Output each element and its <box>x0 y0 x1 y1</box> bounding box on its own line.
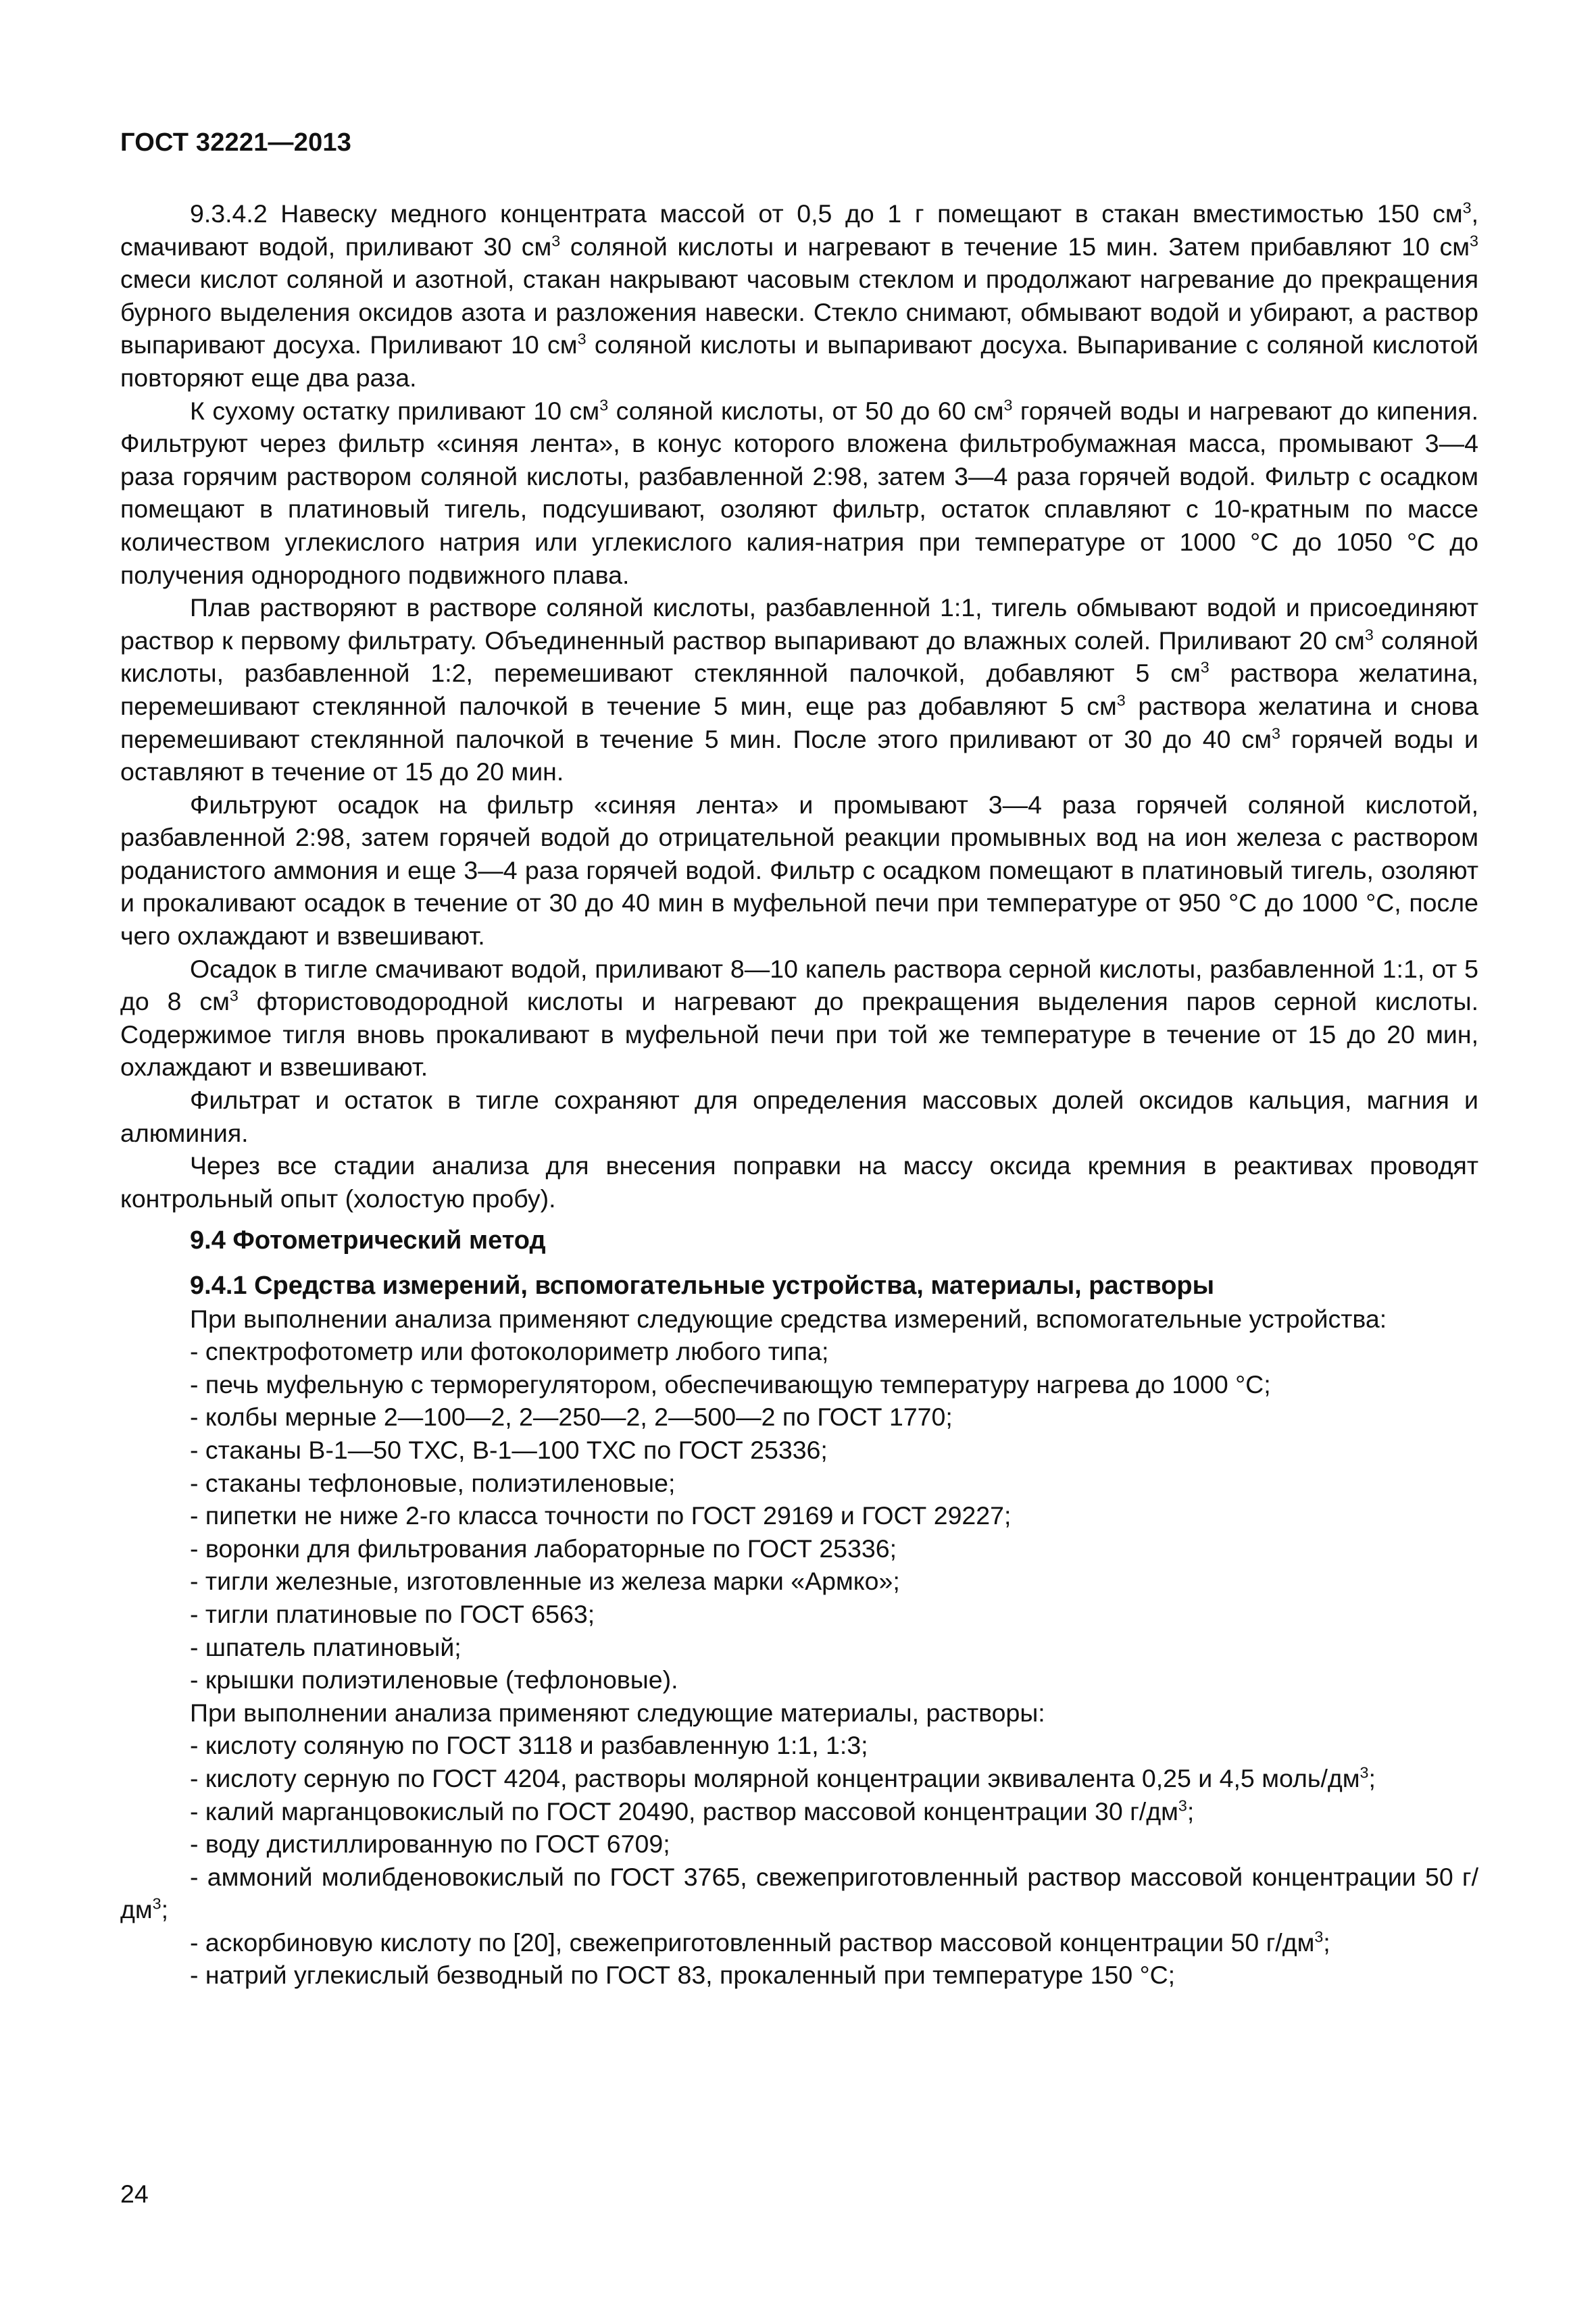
superscript: 3 <box>577 330 587 348</box>
list-item: - тигли платиновые по ГОСТ 6563; <box>190 1599 595 1628</box>
paragraph-dry-residue <box>120 395 1478 592</box>
list-item: - печь муфельную с терморегулятором, обеспечивающую температуру нагрева до 1000 °С; <box>190 1369 1271 1399</box>
text-run: - калий марганцовокислый по ГОСТ 20490, раствор массовой концентрации 30 г/дм <box>190 1796 1178 1826</box>
list-item: - шпатель платиновый; <box>190 1632 462 1661</box>
text-run: горячей воды и нагревают до кипения. Фильтруют через фильтр «синяя лента», в конус которого вложена фильтробумажная масса, промывают 3—4 раза горячим раствором соляной кислоты, разбавленной 2:98, затем 3—4 раза горячей водой. Фильтр с осадком помещают в платиновый тигель, подсушивают, озоляют фильтр, остаток сплавляют с 10-кратным по массе количеством углекислого натрия или углекислого калия-натрия при температуре от 1000 °С до 1050 °С до получения однородного подвижного плава. <box>120 396 1479 589</box>
list-item: - пипетки не ниже 2-го класса точности по ГОСТ 29169 и ГОСТ 29227; <box>190 1501 1012 1530</box>
text-run: фтористоводородной кислоты и нагревают до прекращения выделения паров серной кислоты. Содержимое тигля вновь прокаливают в муфельной печи при той же температуре в течение от 15 до 20 мин, охлаждают и взвешивают. <box>120 987 1478 1082</box>
list-item: - спектрофотометр или фотоколориметр любого типа; <box>190 1337 829 1366</box>
superscript: 3 <box>1360 1763 1369 1782</box>
text-run: 9.3.4.2 Навеску медного концентрата массой от 0,5 до 1 г помещают в стакан вместимостью 150 см <box>190 199 1463 228</box>
text-run: раствора желатина и снова перемешивают стеклянной палочкой в течение 5 мин. После этого приливают от 30 до 40 см <box>120 691 1478 753</box>
paragraph-filtering: Фильтруют осадок на фильтр «синяя лента» и промывают 3—4 раза горячей соляной кислотой, разбавленной 2:98, затем горячей водой до отрицательной реакции промывных вод на ион железа с раствором роданистого аммония и еще 3—4 раза горячей водой. Фильтр с осадком помещают в платиновый тигель, озоляют и прокаливают осадок в течение от 30 до 40 мин в муфельной печи при температуре от 950 °С до 1000 °С, после чего охлаждают и взвешивают. <box>120 790 1478 951</box>
superscript: 3 <box>152 1894 161 1913</box>
list-item: - кислоту соляную по ГОСТ 3118 и разбавленную 1:1, 1:3; <box>190 1731 868 1760</box>
text-run: соляной кислоты, от 50 до 60 см <box>608 396 1004 425</box>
list-item: - стаканы тефлоновые, полиэтиленовые; <box>190 1468 676 1497</box>
text-run: раствора желатина, перемешивают стеклянной палочкой в течение 5 мин, еще раз добавляют 5 см <box>120 659 1478 720</box>
list-item <box>120 1926 1478 1959</box>
text-run: Осадок в тигле смачивают водой, приливают 8—10 капель раствора серной кислоты, разбавленной 1:1, от 5 до 8 см <box>120 954 1478 1016</box>
page-number: 24 <box>120 2180 149 2208</box>
text-run: Плав растворяют в растворе соляной кислоты, разбавленной 1:1, тигель обмывают водой и присоединяют раствор к первому фильтрату. Объединенный раствор выпаривают до влажных солей. Приливают 20 см <box>120 593 1478 655</box>
superscript: 3 <box>1116 691 1126 709</box>
text-run: горячей воды и оставляют в течение от 15 до 20 мин. <box>120 724 1478 786</box>
list-item <box>120 1795 1478 1828</box>
list-item: - крышки полиэтиленовые (тефлоновые). <box>190 1665 678 1694</box>
superscript: 3 <box>1178 1796 1187 1814</box>
list-item <box>120 1762 1478 1795</box>
superscript: 3 <box>1470 232 1478 250</box>
superscript: 3 <box>1314 1928 1324 1946</box>
list-item: - натрий углекислый безводный по ГОСТ 83, прокаленный при температуре 150 °С; <box>190 1961 1176 1990</box>
text-run: смеси кислот соляной и азотной, стакан накрывают часовым стеклом и продолжают нагревание до прекращения бурного выделения оксидов азота и разложения навески. Стекло снимают, обмывают водой и убирают, а раствор выпаривают досуха. Приливают 10 см <box>120 265 1478 359</box>
intro-devices: При выполнении анализа применяют следующие средства измерений, вспомогательные устройства: <box>190 1304 1387 1333</box>
superscript: 3 <box>1462 199 1472 217</box>
superscript: 3 <box>1271 724 1280 742</box>
list-item: - колбы мерные 2—100—2, 2—250—2, 2—500—2 по ГОСТ 1770; <box>190 1403 953 1432</box>
text-run: , смачивают водой, приливают 30 см <box>120 199 1478 261</box>
text-run: соляной кислоты и выпаривают досуха. Выпаривание с соляной кислотой повторяют еще два раза. <box>120 330 1478 392</box>
intro-materials: При выполнении анализа применяют следующие материалы, растворы: <box>190 1698 1045 1727</box>
superscript: 3 <box>1200 658 1210 676</box>
text-run: ; <box>161 1895 169 1924</box>
superscript: 3 <box>599 396 609 414</box>
text-run: - аммоний молибденовокислый по ГОСТ 3765, свежеприготовленный раствор массовой концентрации 50 г/дм <box>120 1862 1478 1924</box>
list-item <box>120 1861 1478 1926</box>
paragraph-filtrate: Фильтрат и остаток в тигле сохраняют для определения массовых долей оксидов кальция, магния и алюминия. <box>120 1086 1478 1147</box>
list-item: - стаканы В-1—50 ТХС, В-1—100 ТХС по ГОСТ 25336; <box>190 1435 828 1464</box>
paragraph-control: Через все стадии анализа для внесения поправки на массу оксида кремния в реактивах проводят контрольный опыт (холостую пробу). <box>120 1151 1478 1213</box>
paragraph-melt <box>120 591 1478 788</box>
text-run: ; <box>1368 1763 1376 1792</box>
text-run: К сухому остатку приливают 10 см <box>190 396 600 425</box>
text-run: ; <box>1187 1796 1195 1826</box>
superscript: 3 <box>229 986 239 1005</box>
superscript: 3 <box>551 232 561 250</box>
list-item: - воронки для фильтрования лабораторные по ГОСТ 25336; <box>190 1534 897 1563</box>
document-body <box>120 197 1478 1992</box>
text-run: соляной кислоты, разбавленной 1:2, перемешивают стеклянной палочкой, добавляют 5 см <box>120 626 1478 688</box>
text-run: - кислоту серную по ГОСТ 4204, растворы молярной концентрации эквивалента 0,25 и 4,5 моль/дм <box>190 1763 1360 1792</box>
text-run: соляной кислоты и нагревают в течение 15 мин. Затем прибавляют 10 см <box>560 232 1470 261</box>
paragraph-crucible <box>120 953 1478 1084</box>
superscript: 3 <box>1364 626 1374 644</box>
superscript: 3 <box>1003 396 1013 414</box>
document-page <box>120 0 1478 2314</box>
text-run: ; <box>1323 1928 1330 1957</box>
text-run: - аскорбиновую кислоту по [20], свежеприготовленный раствор массовой концентрации 50 г/дм <box>190 1928 1315 1957</box>
list-item: - тигли железные, изготовленные из железа марки «Армко»; <box>190 1567 900 1596</box>
section-heading-9-4: 9.4 Фотометрический метод <box>190 1226 546 1255</box>
paragraph-9-3-4-2 <box>120 197 1478 395</box>
document-header: ГОСТ 32221—2013 <box>120 128 352 157</box>
section-heading-9-4-1: 9.4.1 Средства измерений, вспомогательные устройства, материалы, растворы <box>190 1272 1215 1300</box>
list-item: - воду дистиллированную по ГОСТ 6709; <box>190 1830 670 1859</box>
